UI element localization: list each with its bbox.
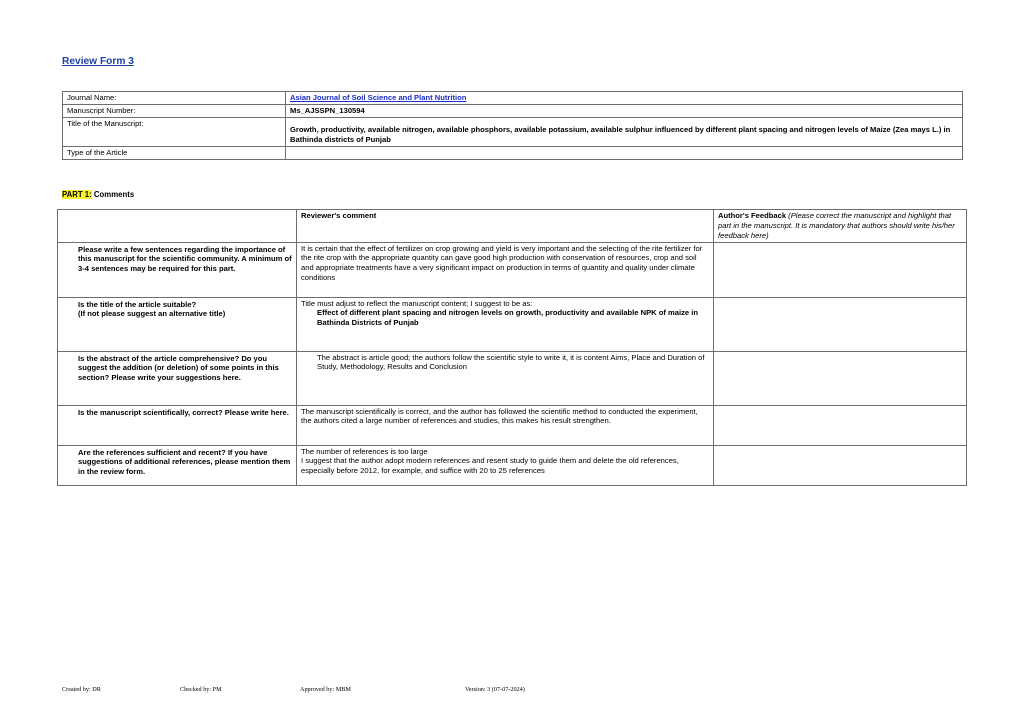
table-row [58,351,967,405]
reviewer-comment [297,297,714,351]
part1-heading [62,190,134,200]
reviewer-comment: The manuscript scientifically is correct, and the author has followed the scientific method to conducted the experiment, the authors cited a large number of references and studies, this makes his result strengthen. [297,405,714,445]
reviewer-comment: It is certain that the effect of fertilizer on crop growing and yield is very important and the selecting of the rite fertilizer for the rite crop with the appropriate quantity can gave good high production with conservation of resources, crop and soil and appropriate treatments have a very significant impact on production in terms of quantity and quality under climate conditions [297,242,714,297]
suggested-title: Effect of different plant spacing and nitrogen levels on growth, productivity and available NPK of maize in Bathinda Districts of Punjab [317,308,699,328]
question-references: Are the references sufficient and recent? If you have suggestions of additional references, please mention them in the review form. [58,445,297,485]
author-feedback-header-note: (Please correct the manuscript and highlight that part in the manuscript. It is mandatory that authors should write his/her feedback here) [718,211,955,240]
question-abstract: Is the abstract of the article comprehensive? Do you suggest the addition (or deletion) of some points in this section? Please write your suggestions here. [58,351,297,405]
manuscript-title-value: Growth, productivity, available nitrogen, available phosphors, available potassium, available sulphur influenced by different plant spacing and nitrogen levels of Maize (Zea mays L.) in Bathinda districts of Punjab [286,117,963,146]
journal-value-cell [286,92,963,105]
question-title-suitable: Is the title of the article suitable? (If not please suggest an alternative title) [58,297,297,351]
reviewer-comment-text: The number of references is too large [301,446,428,456]
article-type-label: Type of the Article [63,146,286,159]
manuscript-number-label: Manuscript Number: [63,104,286,117]
article-type-row [63,146,963,159]
manuscript-number-row [63,104,963,117]
table-row [58,297,967,351]
table-row [58,242,967,297]
journal-row [63,92,963,105]
reviewer-comment-header: Reviewer's comment [297,210,714,243]
comments-header-row [58,210,967,243]
table-row [58,405,967,445]
table-row [58,445,967,485]
header-empty-cell [58,210,297,243]
reviewer-comment: The abstract is article good; the authors follow the scientific style to write it, it is content Aims, Place and Duration of Study, Methodology, Results and Conclusion [297,351,714,405]
author-feedback-cell[interactable] [714,297,967,351]
article-type-value [286,146,963,159]
author-feedback-cell[interactable] [714,351,967,405]
footer-version: Version: 3 (07-07-2024) [465,686,525,693]
footer-approved: Approved by: MBM [300,686,351,693]
author-feedback-header-bold: Author's Feedback [718,211,787,220]
reviewer-comment [297,445,714,485]
footer-created: Created by: DR [62,686,101,693]
manuscript-info-table [62,91,963,160]
journal-label: Journal Name: [63,92,286,105]
footer-checked: Checked by: PM [180,686,222,693]
manuscript-number-value: Ms_AJSSPN_130594 [286,104,963,117]
reviewer-comment-suggestion: I suggest that the author adopt modern references and resent study to guide them and delete the old references, especially before 2012, for example, and suffice with 20 to 25 references [301,456,679,476]
comments-table [57,209,967,486]
question-importance: Please write a few sentences regarding the importance of this manuscript for the scientific community. A minimum of 3-4 sentences may be required for this part. [58,242,297,297]
part1-suffix: Comments [91,190,135,199]
author-feedback-cell[interactable] [714,242,967,297]
manuscript-title-label: Title of the Manuscript: [63,117,286,146]
part1-label: PART 1: [62,190,92,199]
journal-link[interactable]: Asian Journal of Soil Science and Plant Nutrition [290,93,467,102]
form-title: Review Form 3 [62,56,134,67]
author-feedback-cell[interactable] [714,445,967,485]
reviewer-comment-text: Title must adjust to reflect the manuscript content; I suggest to be as: [301,298,533,308]
manuscript-title-row [63,117,963,146]
author-feedback-header [714,210,967,243]
question-scientific: Is the manuscript scientifically, correct? Please write here. [58,405,297,445]
author-feedback-cell[interactable] [714,405,967,445]
